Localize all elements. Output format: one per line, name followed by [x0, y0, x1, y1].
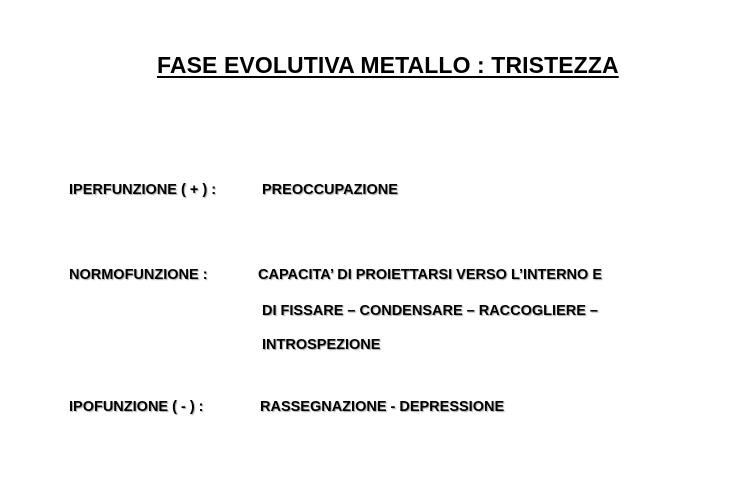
normofunzione-label: NORMOFUNZIONE : — [69, 267, 208, 283]
iperfunzione-label: IPERFUNZIONE ( + ) : — [69, 182, 217, 198]
ipofunzione-value: RASSEGNAZIONE - DEPRESSIONE — [260, 399, 505, 415]
ipofunzione-label: IPOFUNZIONE ( - ) : — [69, 399, 204, 415]
normofunzione-line-3: INTROSPEZIONE — [262, 337, 381, 353]
normofunzione-line-2: DI FISSARE – CONDENSARE – RACCOGLIERE – — [262, 303, 598, 319]
normofunzione-line-1: CAPACITA’ DI PROIETTARSI VERSO L’INTERNO E — [258, 267, 603, 283]
page-title: FASE EVOLUTIVA METALLO : TRISTEZZA — [157, 52, 619, 78]
iperfunzione-value: PREOCCUPAZIONE — [262, 182, 398, 198]
